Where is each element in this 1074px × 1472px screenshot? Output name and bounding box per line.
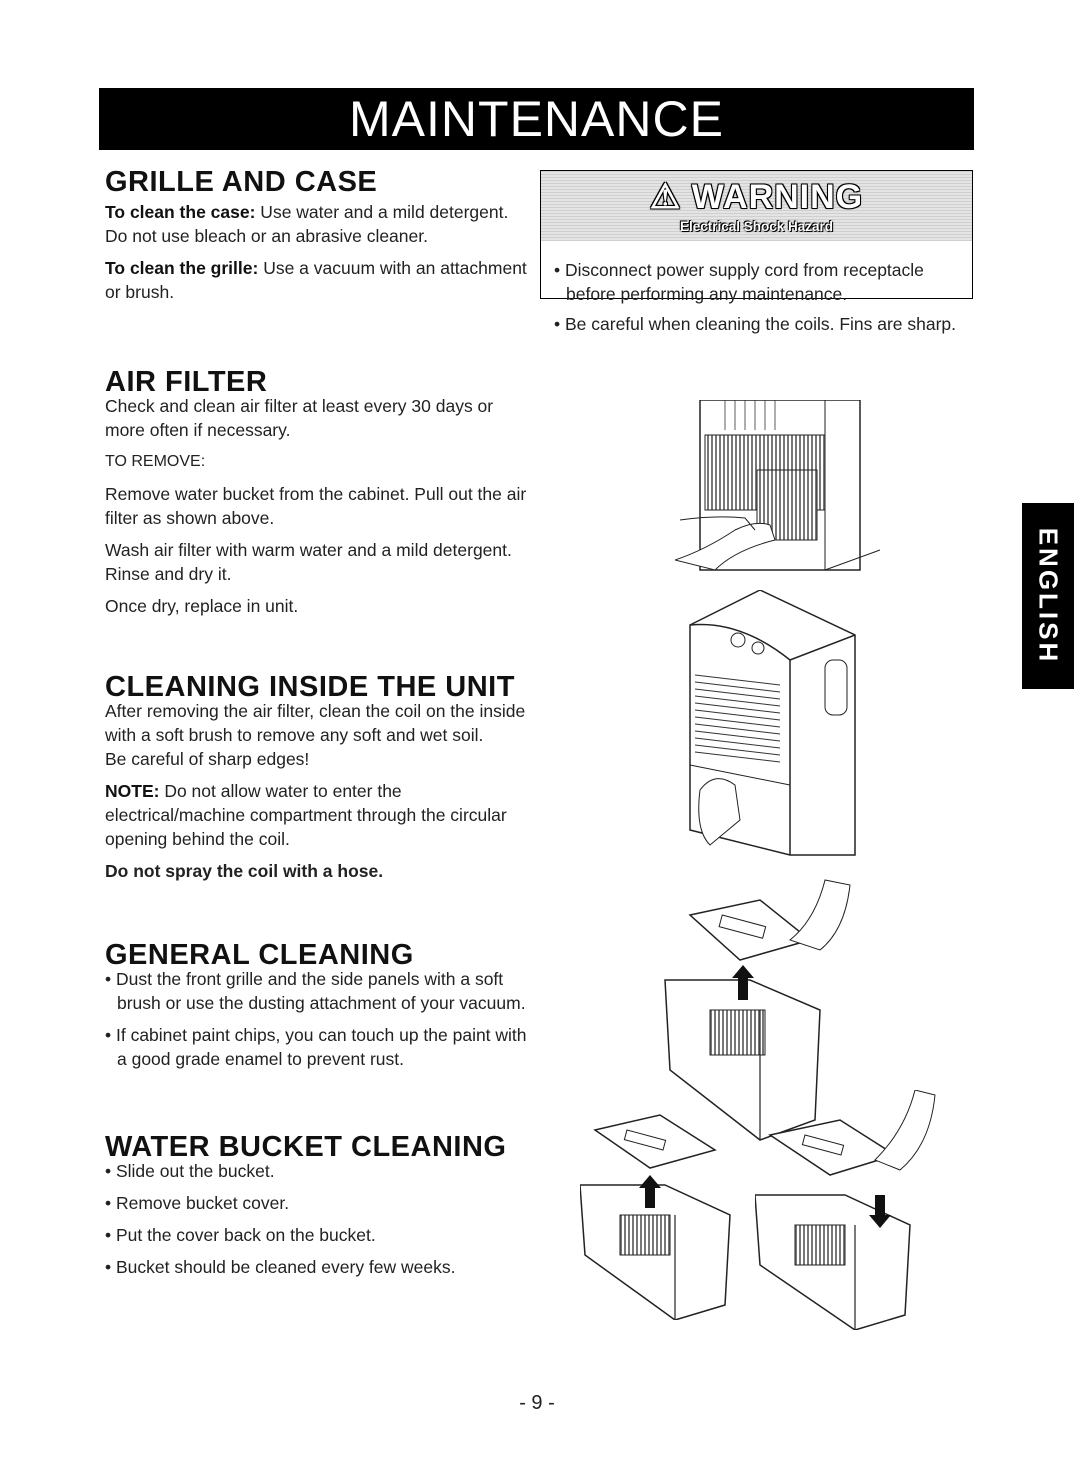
warning-subtitle: Electrical Shock Hazard <box>679 219 834 234</box>
case-paragraph <box>105 200 530 248</box>
warning-body <box>540 256 973 336</box>
grille-heading: GRILLE AND CASE <box>105 166 378 198</box>
grille-paragraph <box>105 256 530 304</box>
warning-bullet-1: • Disconnect power supply cord from receptacle before performing any maintenance. <box>554 260 924 304</box>
water-bucket-section <box>105 1131 530 1279</box>
grille-label: To clean the grille: <box>105 258 259 278</box>
case-text: Use water and a mild detergent. Do not use bleach or an abrasive cleaner. <box>105 202 509 246</box>
cleaning-inside-p1: After removing the air filter, clean the coil on the inside with a soft brush to remove any soft and wet soil. <box>105 701 526 745</box>
bucket-bullet-4: • Bucket should be cleaned every few weeks. <box>105 1257 456 1277</box>
general-bullet-1: • Dust the front grille and the side panels with a soft brush or use the dusting attachment of your vacuum. <box>105 969 526 1013</box>
language-tab-label: ENGLISH <box>1033 527 1064 665</box>
air-filter-step-3: Once dry, replace in unit. <box>105 596 299 616</box>
general-bullet-2: • If cabinet paint chips, you can touch up the paint with a good grade enamel to prevent rust. <box>105 1025 527 1069</box>
warning-header <box>541 171 972 241</box>
warning-triangle-icon: ⚠ <box>649 178 682 216</box>
bucket-bullet-3: • Put the cover back on the bucket. <box>105 1225 376 1245</box>
case-label: To clean the case: <box>105 202 256 222</box>
bucket-cover-lift-illustration <box>580 1090 760 1320</box>
bucket-bullet-1: • Slide out the bucket. <box>105 1161 275 1181</box>
cleaning-inside-heading: CLEANING INSIDE THE UNIT <box>105 671 515 703</box>
filter-removal-illustration <box>675 400 890 585</box>
general-cleaning-heading: GENERAL CLEANING <box>105 939 414 971</box>
general-cleaning-section <box>105 939 530 1071</box>
air-filter-section <box>105 366 530 618</box>
note-label: NOTE: <box>105 781 160 801</box>
grille-and-case-section <box>105 166 530 304</box>
water-bucket-heading: WATER BUCKET CLEANING <box>105 1131 507 1163</box>
warning-title-row <box>541 171 972 217</box>
warning-bullet-2: • Be careful when cleaning the coils. Fins are sharp. <box>554 314 957 334</box>
cleaning-inside-p2: Be careful of sharp edges! <box>105 749 310 769</box>
grille-text: Use a vacuum with an attachment or brush. <box>105 258 527 302</box>
air-filter-step-1: Remove water bucket from the cabinet. Pull out the air filter as shown above. <box>105 484 527 528</box>
bucket-bullet-2: • Remove bucket cover. <box>105 1193 290 1213</box>
language-side-tab <box>1022 503 1074 689</box>
cleaning-inside-section <box>105 671 530 883</box>
note-text: Do not allow water to enter the electrical/machine compartment through the circular opening behind the coil. <box>105 781 507 849</box>
to-remove-subheading: TO REMOVE: <box>105 453 206 470</box>
air-filter-step-2: Wash air filter with warm water and a mild detergent. Rinse and dry it. <box>105 540 512 584</box>
section-banner: MAINTENANCE <box>99 88 974 150</box>
page-number: - 9 - <box>519 1392 555 1414</box>
note-paragraph <box>105 779 530 851</box>
bucket-cover-replace-illustration <box>755 1090 940 1330</box>
air-filter-heading: AIR FILTER <box>105 366 268 398</box>
warning-title: WARNING <box>691 178 864 216</box>
air-filter-intro: Check and clean air filter at least every 30 days or more often if necessary. <box>105 396 494 440</box>
no-hose-warning: Do not spray the coil with a hose. <box>105 861 384 881</box>
dehumidifier-illustration <box>680 590 865 865</box>
